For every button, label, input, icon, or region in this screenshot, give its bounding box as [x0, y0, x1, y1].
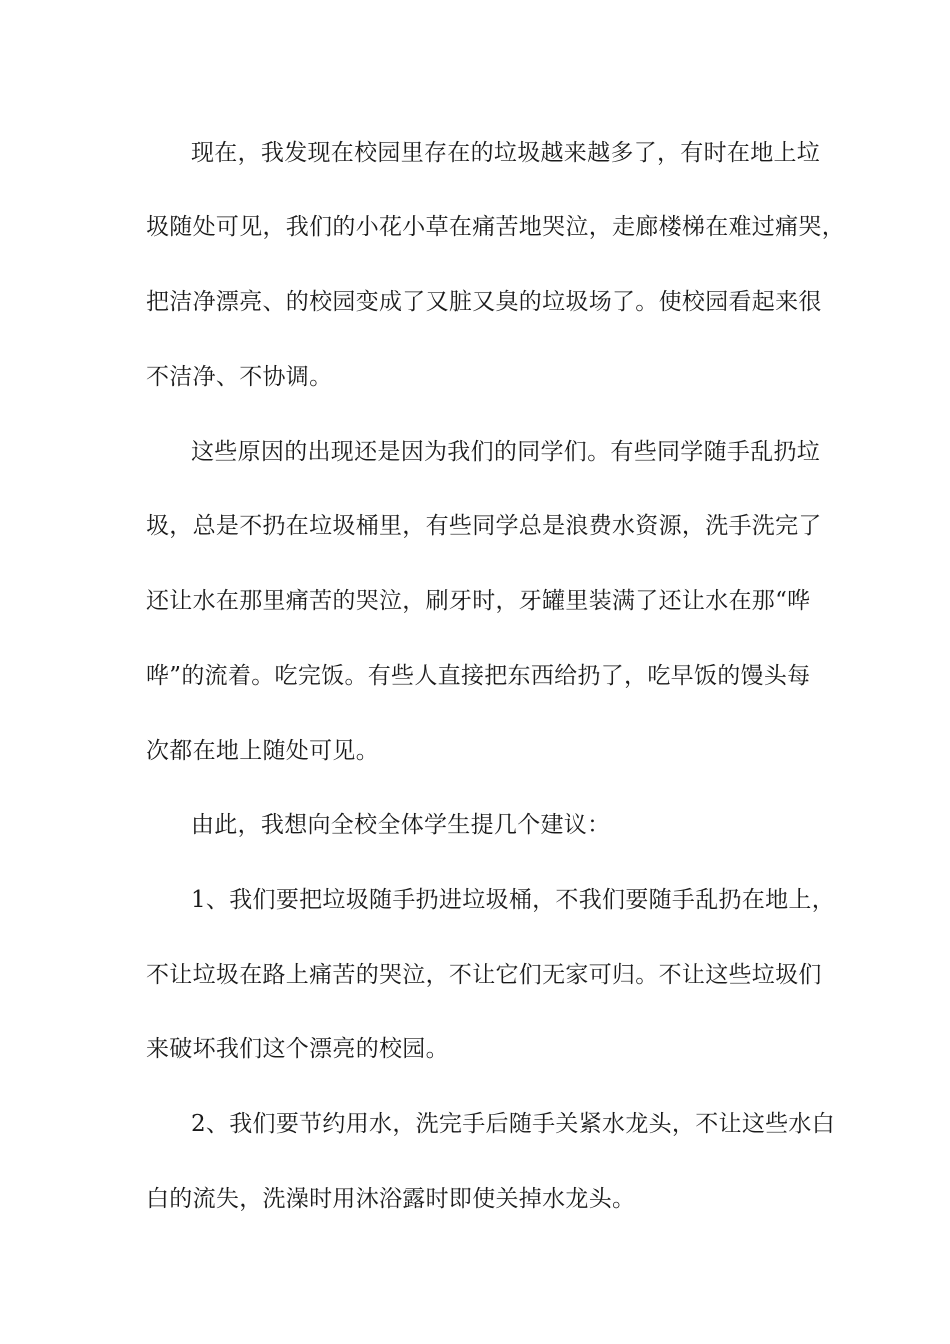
paragraph-2-line-2: 圾，总是不扔在垃圾桶里，有些同学总是浪费水资源，洗手洗完了 — [146, 513, 822, 539]
paragraph-1-line-4: 不洁净、不协调。 — [146, 364, 333, 390]
paragraph-1-line-2: 圾随处可见，我们的小花小草在痛苦地哭泣，走廊楼梯在难过痛哭， — [146, 214, 845, 240]
suggestion-1-line-3: 来破坏我们这个漂亮的校园。 — [146, 1036, 449, 1062]
paragraph-1-line-3: 把洁净漂亮、的校园变成了又脏又臭的垃圾场了。使校园看起来很 — [146, 289, 822, 315]
paragraph-2-line-4: 哗”的流着。吃完饭。有些人直接把东西给扔了，吃早饭的馒头每 — [146, 663, 811, 689]
paragraph-2-line-1: 这些原因的出现还是因为我们的同学们。有些同学随手乱扔垃 — [191, 439, 821, 465]
suggestion-2-line-2: 白的流失，洗澡时用沐浴露时即使关掉水龙头。 — [146, 1186, 636, 1212]
paragraph-2-line-5: 次都在地上随处可见。 — [146, 738, 379, 764]
paragraph-2-line-3: 还让水在那里痛苦的哭泣，刷牙时，牙罐里装满了还让水在那“哗 — [146, 588, 811, 614]
paragraph-3-line-1: 由此，我想向全校全体学生提几个建议： — [191, 812, 611, 838]
suggestion-1-line-1: 1、我们要把垃圾随手扔进垃圾桶，不我们要随手乱扔在地上， — [191, 887, 836, 913]
suggestion-2-line-1: 2、我们要节约用水，洗完手后随手关紧水龙头，不让这些水白 — [191, 1111, 836, 1137]
paragraph-1-line-1: 现在，我发现在校园里存在的垃圾越来越多了，有时在地上垃 — [191, 140, 821, 166]
suggestion-1-line-2: 不让垃圾在路上痛苦的哭泣，不让它们无家可归。不让这些垃圾们 — [146, 962, 822, 988]
